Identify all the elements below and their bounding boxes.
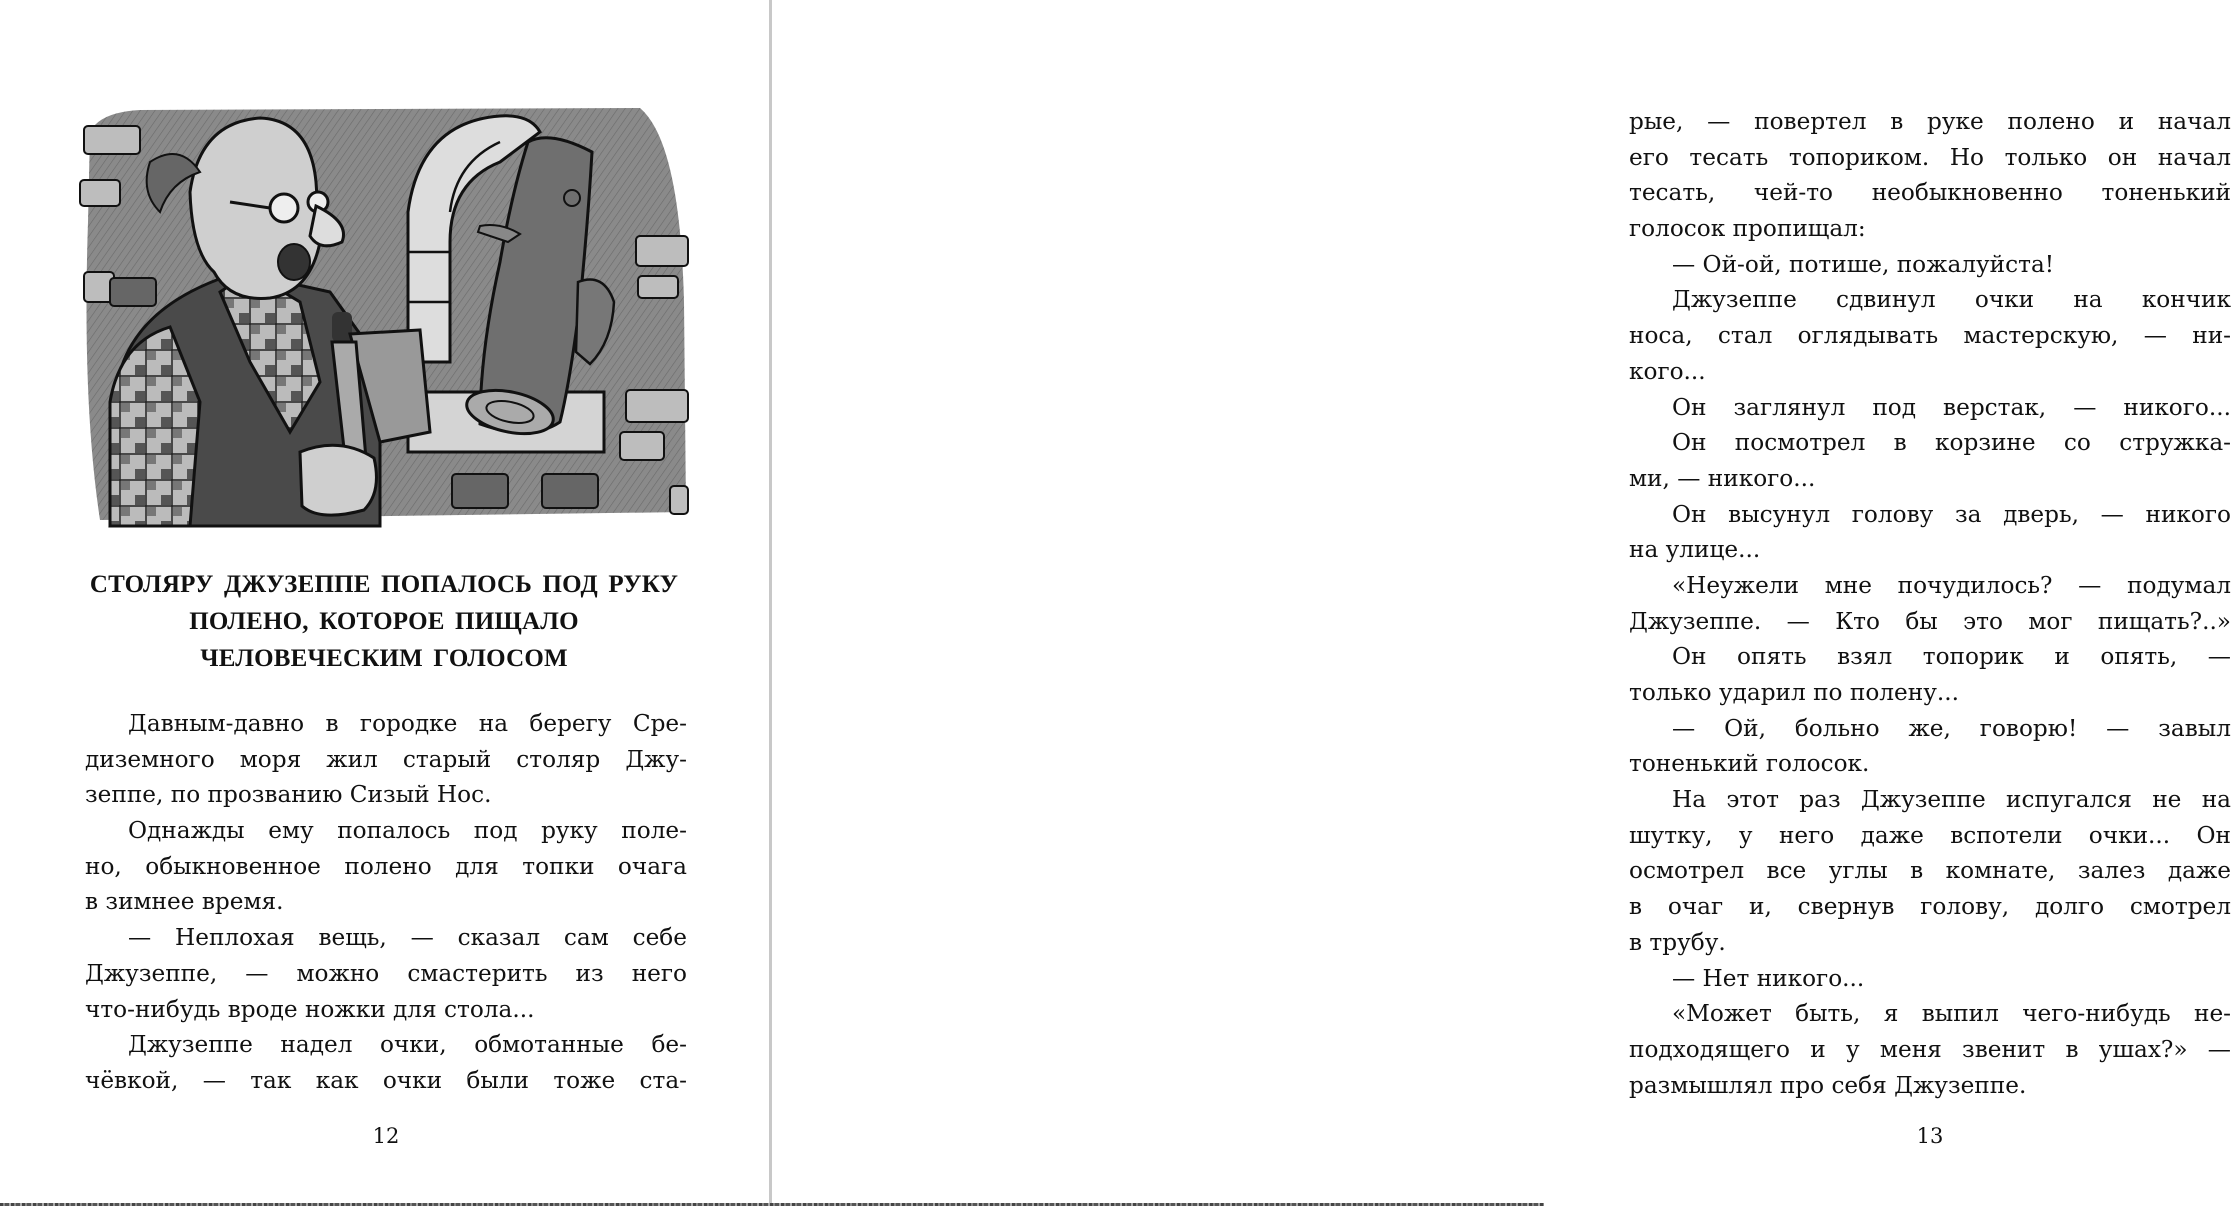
text-line: Он заглянул под верстак, — никого... (1672, 393, 2231, 421)
text-line: в зимнее время. (85, 888, 284, 916)
text-line: Он опять взял топорик и опять, — (1672, 643, 2231, 671)
text-line: что-нибудь вроде ножки для стола... (85, 995, 535, 1023)
text-line: рые, — повертел в руке полено и начал (1629, 108, 2231, 135)
text-line: Он высунул голову за дверь, — никого (1672, 500, 2231, 528)
text-line: диземного моря жил старый столяр Джу- (85, 745, 687, 773)
text-line: только ударил по полену... (1629, 679, 1959, 706)
text-line: шутку, у него даже вспотели очки... Он (1629, 821, 2231, 849)
left-page-body-text (85, 706, 687, 1099)
text-line: на улице... (1629, 536, 1761, 564)
text-line: в очаг и, свернув голову, долго смотрел (1629, 893, 2231, 921)
text-line: Джузеппе. — Кто бы это мог пищать?..» (1629, 607, 2231, 635)
text-line: тоненький голосок. (1629, 750, 1870, 778)
chapter-title (80, 566, 688, 677)
text-line: кого... (1629, 357, 1706, 385)
text-line: Джузеппе, — можно смастерить из него (85, 959, 687, 987)
text-line: Джузеппе надел очки, обмотанные бе- (128, 1031, 687, 1059)
text-line: его тесать топориком. Но только он начал (1629, 143, 2231, 171)
illustration-image (80, 102, 688, 526)
text-line: Он посмотрел в корзине со стружка- (1672, 429, 2231, 457)
text-line: размышлял про себя Джузеппе. (1629, 1071, 2027, 1099)
text-line: подходящего и у меня звенит в ушах?» — (1629, 1035, 2231, 1063)
text-line: ми, — никого... (1629, 464, 1816, 492)
text-line: чёвкой, — так как очки были тоже ста- (85, 1066, 687, 1094)
text-line: — Ой, больно же, говорю! — завыл (1672, 714, 2231, 742)
chapter-title-line: ПОЛЕНО, КОТОРОЕ ПИЩАЛО (189, 608, 579, 635)
left-page (0, 0, 770, 1204)
text-line: «Может быть, я выпил чего-нибудь не- (1672, 1000, 2231, 1028)
text-line: зеппе, по прозванию Сизый Нос. (85, 781, 492, 809)
text-line: осмотрел все углы в комнате, залез даже (1629, 857, 2231, 885)
text-line: Однажды ему попалось под руку поле- (128, 817, 687, 845)
text-line: Давным-давно в городке на берегу Сре- (128, 710, 687, 737)
text-line: Джузеппе сдвинул очки на кончик (1672, 286, 2231, 314)
chapter-title-line: СТОЛЯРУ ДЖУЗЕППЕ ПОПАЛОСЬ ПОД РУКУ (89, 571, 679, 598)
text-line: — Ой-ой, потише, пожалуйста! (1672, 250, 2055, 278)
page-number-left: 12 (372, 1124, 400, 1148)
text-line: носа, стал оглядывать мастерскую, — ни- (1629, 322, 2231, 350)
text-line: «Неужели мне почудилось? — подумал (1672, 571, 2231, 599)
right-page (772, 0, 2231, 1204)
text-line: в трубу. (1629, 928, 1726, 956)
text-line: — Неплохая вещь, — сказал сам себе (128, 924, 687, 952)
text-line: но, обыкновенное полено для топки очага (85, 852, 687, 880)
text-line: голосок пропищал: (1629, 215, 1866, 243)
text-line: тесать, чей-то необыкновенно тоненький (1629, 179, 2231, 207)
chapter-title-line: ЧЕЛОВЕЧЕСКИМ ГОЛОСОМ (200, 645, 568, 672)
page-number-right: 13 (1916, 1124, 1944, 1148)
text-line: На этот раз Джузеппе испугался не на (1672, 786, 2231, 814)
text-line: — Нет никого... (1672, 964, 1865, 992)
right-page-body-text (1629, 104, 2231, 1103)
